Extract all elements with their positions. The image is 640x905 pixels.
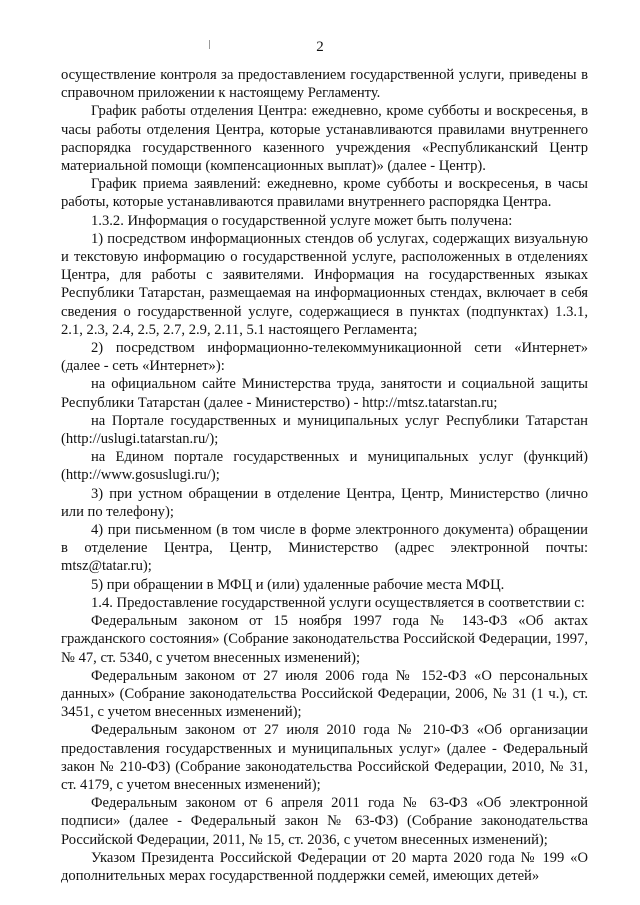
paragraph-center-schedule: График работы отделения Центра: ежедневно, кроме субботы и воскресенья, в часы работы отделения Центра, которые устанавливаются правилами внутреннего распорядка государственного казенного учреждения «Республиканский Центр материальной помощи (компенсационных выплат)» (далее - Центр). [61, 103, 588, 175]
paragraph-law-143: Федеральным законом от 15 ноября 1997 года № 143-ФЗ «Об актах гражданского состояния» (Собрание законодательства Российской Федерации, 1997, № 47, ст. 5340, с учетом внесенных изменений); [61, 613, 588, 666]
paragraph-item-5: 5) при обращении в МФЦ и (или) удаленные рабочие места МФЦ. [91, 576, 505, 593]
paragraph-continuation: осуществление контроля за предоставлением государственной услуги, приведены в справочном приложении к настоящему Регламенту. [61, 67, 588, 102]
paragraph-1-3-2: 1.3.2. Информация о государственной услуге может быть получена: [91, 212, 513, 229]
paragraph-law-210: Федеральным законом от 27 июля 2010 года № 210-ФЗ «Об организации предоставления государственных и муниципальных услуг» (далее - Федеральный закон № 210-ФЗ) (Собрание законодательства Российской Федерации, 2010, № 31, ст. 4179, с учетом внесенных изменений); [61, 722, 588, 793]
paragraph-decree-199: Указом Президента Российской Федерации от 20 марта 2020 года № 199 «О дополнительных мерах государственной поддержки семей, имеющих детей» [61, 849, 588, 884]
paragraph-item-1: 1) посредством информационных стендов об услугах, содержащих визуальную и текстовую информацию о государственной услуге, расположенных в отделениях Центра, для работы с заявителями. Информация на государственных языках Республики Татарстан, размещаемая на информационных стендах, включает в себя сведения о государственной услуге, содержащиеся в пунктах (подпунктах) 1.3.1, 2.1, 2.3, 2.4, 2.5, 2.7, 2.9, 2.11, 5.1 настоящего Регламента; [61, 230, 588, 338]
page-number: 2 [316, 39, 324, 55]
paragraph-reception-schedule: График приема заявлений: ежедневно, кроме субботы и воскресенья, в часы работы, которые устанавливаются правилами внутреннего распорядка Центра. [61, 176, 588, 211]
paragraph-law-63: Федеральным законом от 6 апреля 2011 года № 63-ФЗ «Об электронной подписи» (далее - Федеральный закон № 63-ФЗ) (Собрание законодательства Российской Федерации, 2011, № 15, ст. 2036, с учетом внесенных изменений); [61, 795, 588, 848]
paragraph-law-152: Федеральным законом от 27 июля 2006 года № 152-ФЗ «О персональных данных» (Собрание законодательства Российской Федерации, 2006, № 31 (1 ч.), ст. 3451, с учетом внесенных изменений); [61, 667, 588, 721]
scan-dot [318, 848, 322, 850]
paragraph-1-4: 1.4. Предоставление государственной услуги осуществляется в соответствии с: [91, 594, 585, 611]
paragraph-federal-portal: на Едином портале государственных и муниципальных услуг (функций) (http://www.gosuslugi.ru/); [61, 449, 588, 484]
paragraph-item-4: 4) при письменном (в том числе в форме электронного документа) обращении в отделение Центра, Центр, Министерство (адрес электронной почты: mtsz@tatar.ru); [61, 522, 588, 575]
paragraph-ministry-site: на официальном сайте Министерства труда, занятости и социальной защиты Республики Татарстан (далее - Министерство) - http://mtsz.tatarstan.ru; [61, 376, 588, 411]
paragraph-regional-portal: на Портале государственных и муниципальных услуг Республики Татарстан (http://uslugi.tatarstan.ru/); [61, 412, 588, 448]
document-body [61, 66, 588, 885]
paragraph-item-3: 3) при устном обращении в отделение Центра, Центр, Министерство (лично или по телефону); [61, 485, 588, 520]
paragraph-item-2: 2) посредством информационно-телекоммуникационной сети «Интернет» (далее - сеть «Интернет»): [61, 340, 588, 375]
